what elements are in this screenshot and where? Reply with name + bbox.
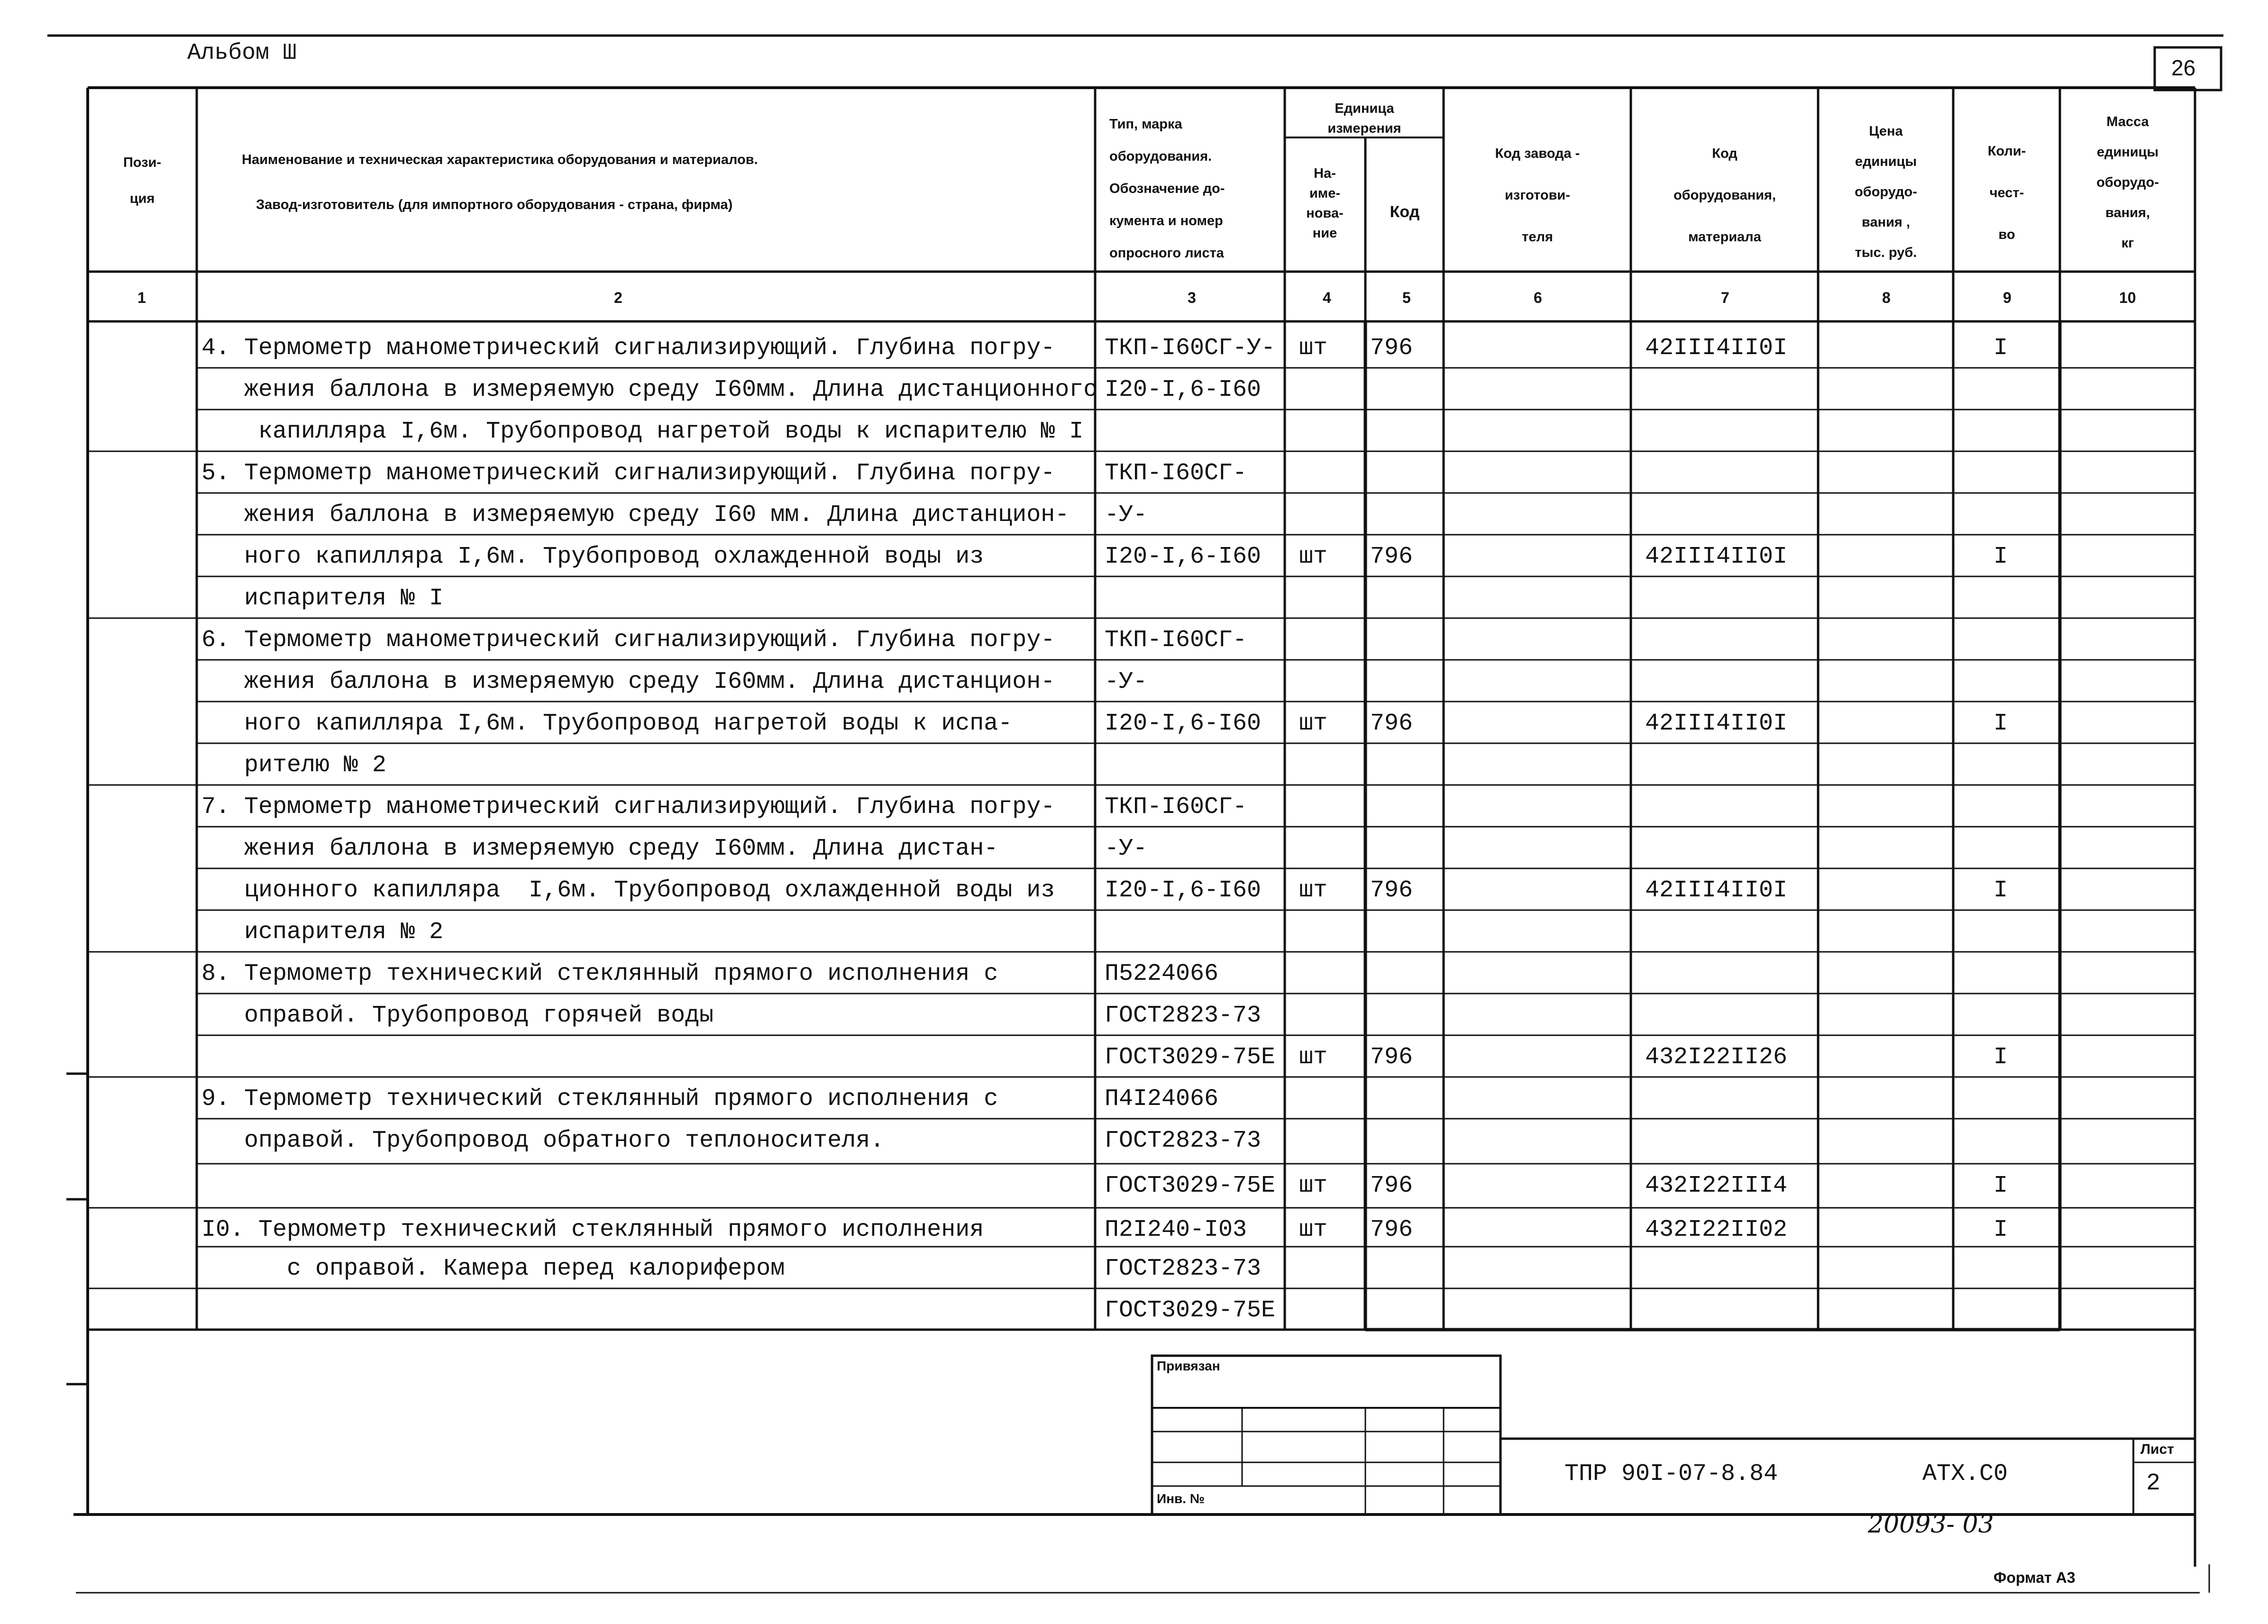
item-description: 6. Термометр манометрический сигнализирующий. Глубина погру- — [201, 627, 1055, 654]
colnum-3: 3 — [1188, 289, 1196, 306]
item-type: -У- — [1105, 835, 1148, 862]
item-description: I0. Термометр технический стеклянный прямого исполнения — [201, 1216, 984, 1243]
header-price: Цена единицы оборудо- вания , тыс. руб. — [1855, 124, 1917, 260]
header-material-code: Код оборудования, материала — [1673, 146, 1776, 245]
header-factory-code: Код завода - изготови- теля — [1495, 146, 1580, 245]
item-material-code: 42III4II0I — [1645, 710, 1788, 737]
item-type: ГОСТ2823-73 — [1105, 1002, 1262, 1029]
item-unit-code: 796 — [1370, 543, 1413, 570]
header-quantity: Коли- чест- во — [1987, 144, 2026, 242]
item-description: капилляра I,6м. Трубопровод нагретой воды к испарителю № I — [201, 418, 1084, 445]
colnum-5: 5 — [1402, 289, 1411, 306]
item-description: жения баллона в измеряемую среду I60мм. Длина дистан- — [201, 835, 998, 862]
header-unit: Единица измерения — [1327, 101, 1401, 136]
item-type: ГОСТ3029-75Е — [1105, 1297, 1276, 1324]
item-description: оправой. Трубопровод обратного теплоносителя. — [201, 1127, 885, 1154]
item-quantity: I — [1994, 543, 2008, 570]
item-unit-code: 796 — [1370, 1044, 1413, 1071]
colnum-7: 7 — [1721, 289, 1729, 306]
item-type: -У- — [1105, 668, 1148, 695]
item-type: ТКП-I60СГ-У- — [1105, 335, 1276, 362]
item-unit: шт — [1299, 1044, 1328, 1071]
item-quantity: I — [1994, 710, 2008, 737]
format-label: Формат А3 — [1994, 1569, 2076, 1586]
item-type: I20-I,6-I60 — [1105, 710, 1262, 737]
item-description: жения баллона в измеряемую среду I60мм. Длина дистанцион- — [201, 668, 1055, 695]
item-quantity: I — [1994, 1216, 2008, 1243]
item-type: ГОСТ3029-75Е — [1105, 1044, 1276, 1071]
handwritten-number: 20093- 03 — [1868, 1510, 1994, 1539]
colnum-8: 8 — [1882, 289, 1891, 306]
stamp-inv: Инв. № — [1157, 1491, 1205, 1506]
item-quantity: I — [1994, 335, 2008, 362]
doc-mark: АТХ.С0 — [1922, 1460, 2008, 1487]
item-type: ГОСТ2823-73 — [1105, 1255, 1262, 1282]
colnum-6: 6 — [1534, 289, 1542, 306]
colnum-2: 2 — [614, 289, 622, 306]
item-unit-code: 796 — [1370, 1216, 1413, 1243]
item-description: 8. Термометр технический стеклянный прямого исполнения с — [201, 960, 998, 987]
item-unit: шт — [1299, 877, 1328, 904]
item-description: 5. Термометр манометрический сигнализирующий. Глубина погру- — [201, 460, 1055, 487]
item-description: 9. Термометр технический стеклянный прямого исполнения с — [201, 1086, 998, 1113]
header-position: Пози- ция — [123, 155, 162, 206]
item-type: -У- — [1105, 502, 1148, 529]
item-material-code: 42III4II0I — [1645, 335, 1788, 362]
item-description: испарителя № I — [201, 585, 444, 612]
item-description: с оправой. Камера перед калорифером — [201, 1255, 785, 1282]
colnum-4: 4 — [1323, 289, 1331, 306]
item-type: П5224066 — [1105, 960, 1219, 987]
colnum-1: 1 — [137, 289, 146, 306]
header-mass: Масса единицы оборудо- вания, кг — [2096, 114, 2159, 251]
item-material-code: 432I22II02 — [1645, 1216, 1788, 1243]
item-material-code: 42III4II0I — [1645, 543, 1788, 570]
item-type: I20-I,6-I60 — [1105, 543, 1262, 570]
item-description: ного капилляра I,6м. Трубопровод охлажденной воды из — [201, 543, 984, 570]
item-description: испарителя № 2 — [201, 919, 444, 946]
header-unit-code: Код — [1390, 203, 1420, 221]
item-description: жения баллона в измеряемую среду I60 мм. Длина дистанцион- — [201, 502, 1070, 529]
item-description: ционного капилляра I,6м. Трубопровод охлажденной воды из — [201, 877, 1055, 904]
page-number: 26 — [2171, 55, 2196, 80]
item-type: ГОСТ3029-75Е — [1105, 1172, 1276, 1199]
item-unit-code: 796 — [1370, 335, 1413, 362]
item-unit: шт — [1299, 335, 1328, 362]
album-label: Альбом Ш — [187, 40, 297, 66]
item-unit: шт — [1299, 543, 1328, 570]
item-quantity: I — [1994, 1172, 2008, 1199]
item-type: ТКП-I60СГ- — [1105, 627, 1247, 654]
item-material-code: 432I22III4 — [1645, 1172, 1788, 1199]
item-type: I20-I,6-I60 — [1105, 877, 1262, 904]
item-type: П4I24066 — [1105, 1086, 1219, 1113]
item-type: ГОСТ2823-73 — [1105, 1127, 1262, 1154]
item-description: ного капилляра I,6м. Трубопровод нагретой воды к испа- — [201, 710, 1013, 737]
item-quantity: I — [1994, 1044, 2008, 1071]
item-material-code: 42III4II0I — [1645, 877, 1788, 904]
header-unit-name: На- име- нова- ние — [1306, 166, 1344, 241]
doc-code: ТПР 90I-07-8.84 — [1564, 1460, 1778, 1487]
item-type: П2I240-I03 — [1105, 1216, 1247, 1243]
item-unit: шт — [1299, 1172, 1328, 1199]
item-unit: шт — [1299, 710, 1328, 737]
item-unit-code: 796 — [1370, 877, 1413, 904]
item-type: ТКП-I60СГ- — [1105, 460, 1247, 487]
sheet-number: 2 — [2146, 1470, 2161, 1497]
item-type: I20-I,6-I60 — [1105, 376, 1262, 403]
colnum-9: 9 — [2003, 289, 2012, 306]
colnum-10: 10 — [2119, 289, 2136, 306]
item-unit-code: 796 — [1370, 1172, 1413, 1199]
stamp-privyazan: Привязан — [1157, 1359, 1220, 1373]
item-description: рителю № 2 — [201, 752, 387, 779]
sheet-label: Лист — [2140, 1442, 2174, 1457]
item-type: ТКП-I60СГ- — [1105, 794, 1247, 821]
item-description: 7. Термометр манометрический сигнализирующий. Глубина погру- — [201, 794, 1055, 821]
item-material-code: 432I22II26 — [1645, 1044, 1788, 1071]
item-quantity: I — [1994, 877, 2008, 904]
item-description: оправой. Трубопровод горячей воды — [201, 1002, 714, 1029]
header-type: Тип, марка оборудования. Обозначение до- кумента и номер опросного листа — [1109, 117, 1225, 261]
item-description: жения баллона в измеряемую среду I60мм. Длина дистанционного — [201, 376, 1098, 403]
item-description: 4. Термометр манометрический сигнализирующий. Глубина погру- — [201, 335, 1055, 362]
item-unit-code: 796 — [1370, 710, 1413, 737]
item-unit: шт — [1299, 1216, 1328, 1243]
header-name: Наименование и техническая характеристика оборудования и материалов. Завод-изготовитель (для импортного оборудования - страна, фирма) — [242, 152, 758, 212]
